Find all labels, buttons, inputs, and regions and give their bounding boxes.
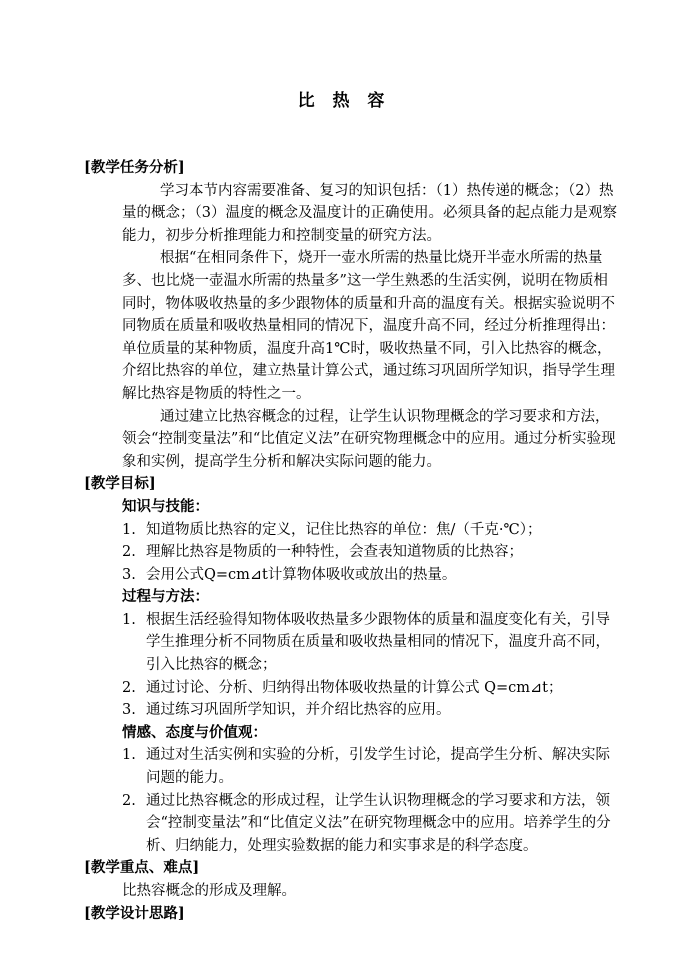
item-text: 理解比热容是物质的一种特性，会查表知道物质的比热容；: [146, 544, 523, 561]
list-item: [84, 519, 620, 542]
subheading-process: 过程与方法：: [122, 588, 209, 606]
process-list: [84, 609, 620, 722]
item-number: 2.: [122, 544, 136, 561]
item-text: 通过对生活实例和实验的分析，引发学生讨论，提高学生分析、解决实际问题的能力。: [146, 747, 610, 787]
item-number: 2.: [122, 679, 136, 696]
subheading-knowledge: 知识与技能：: [122, 497, 209, 515]
list-item: [84, 699, 620, 722]
knowledge-list: [84, 519, 620, 587]
analysis-paragraph: 通过建立比热容概念的过程，让学生认识物理概念的学习要求和方法，领会“控制变量法”和“比值定义法”在研究物理概念中的应用。通过分析实验现象和实例，提高学生分析和解决实际问题的能力。: [122, 408, 616, 470]
section-heading-goals: [教学目标]: [84, 475, 156, 493]
item-number: 1.: [122, 521, 136, 538]
subheading-attitude: 情感、态度与价值观：: [122, 723, 267, 741]
analysis-paragraph: 学习本节内容需要准备、复习的知识包括：（1）热传递的概念；（2）热量的概念；（3）温度的概念及温度计的正确使用。必须具备的起点能力是观察能力，初步分析推理能力和控制变量的研究方法。: [122, 182, 617, 244]
list-item: [84, 541, 620, 564]
item-number: 2.: [122, 792, 136, 809]
section-heading-analysis: [教学任务分析]: [84, 159, 185, 176]
item-number: 1.: [122, 611, 136, 628]
item-number: 1.: [122, 747, 136, 764]
page-title: 比 热 容: [297, 91, 391, 111]
item-text: 通过讨论、分析、归纳得出物体吸收热量的计算公式 Q=cm⊿t；: [146, 679, 563, 696]
item-number: 3.: [122, 702, 136, 719]
list-item: [84, 564, 620, 587]
list-item: [84, 744, 620, 789]
key-points-text: 比热容概念的形成及理解。: [122, 883, 296, 899]
item-text: 会用公式Q=cm⊿t计算物体吸收或放出的热量。: [146, 566, 457, 583]
list-item: [84, 609, 620, 677]
list-item: [84, 677, 620, 700]
item-number: 3.: [122, 566, 136, 583]
item-text: 根据生活经验得知物体吸收热量多少跟物体的质量和温度变化有关，引导学生推理分析不同物质在质量和吸收热量相同的情况下，温度升高不同，引入比热容的概念；: [146, 611, 610, 674]
analysis-paragraph: 根据“在相同条件下，烧开一壶水所需的热量比烧开半壶水所需的热量多、也比烧一壶温水所需的热量多”这一学生熟悉的生活实例，说明在物质相同时，物体吸收热量的多少跟物体的质量和升高的温度有关。根据实验说明不同物质在质量和吸收热量相同的情况下，温度升高不同，经过分析推理得出：单位质量的某种物质，温度升高1℃时，吸收热量不同，引入比热容的概念，介绍比热容的单位，建立热量计算公式，通过练习巩固所学知识，指导学生理解比热容是物质的特性之一。: [122, 250, 615, 402]
item-text: 知道物质比热容的定义，记住比热容的单位：焦/（千克·℃）；: [146, 521, 542, 538]
item-text: 通过练习巩固所学知识，并介绍比热容的应用。: [146, 702, 451, 719]
attitude-list: [84, 744, 620, 857]
section-heading-design: [教学设计思路]: [84, 904, 185, 922]
section-heading-key-points: [教学重点、难点]: [84, 859, 200, 877]
item-text: 通过比热容概念的形成过程，让学生认识物理概念的学习要求和方法，领会“控制变量法”和“比值定义法”在研究物理概念中的应用。培养学生的分析、归纳能力，处理实验数据的能力和实事求是的科学态度。: [146, 792, 611, 854]
list-item: [84, 790, 620, 858]
document-body: [84, 157, 620, 925]
